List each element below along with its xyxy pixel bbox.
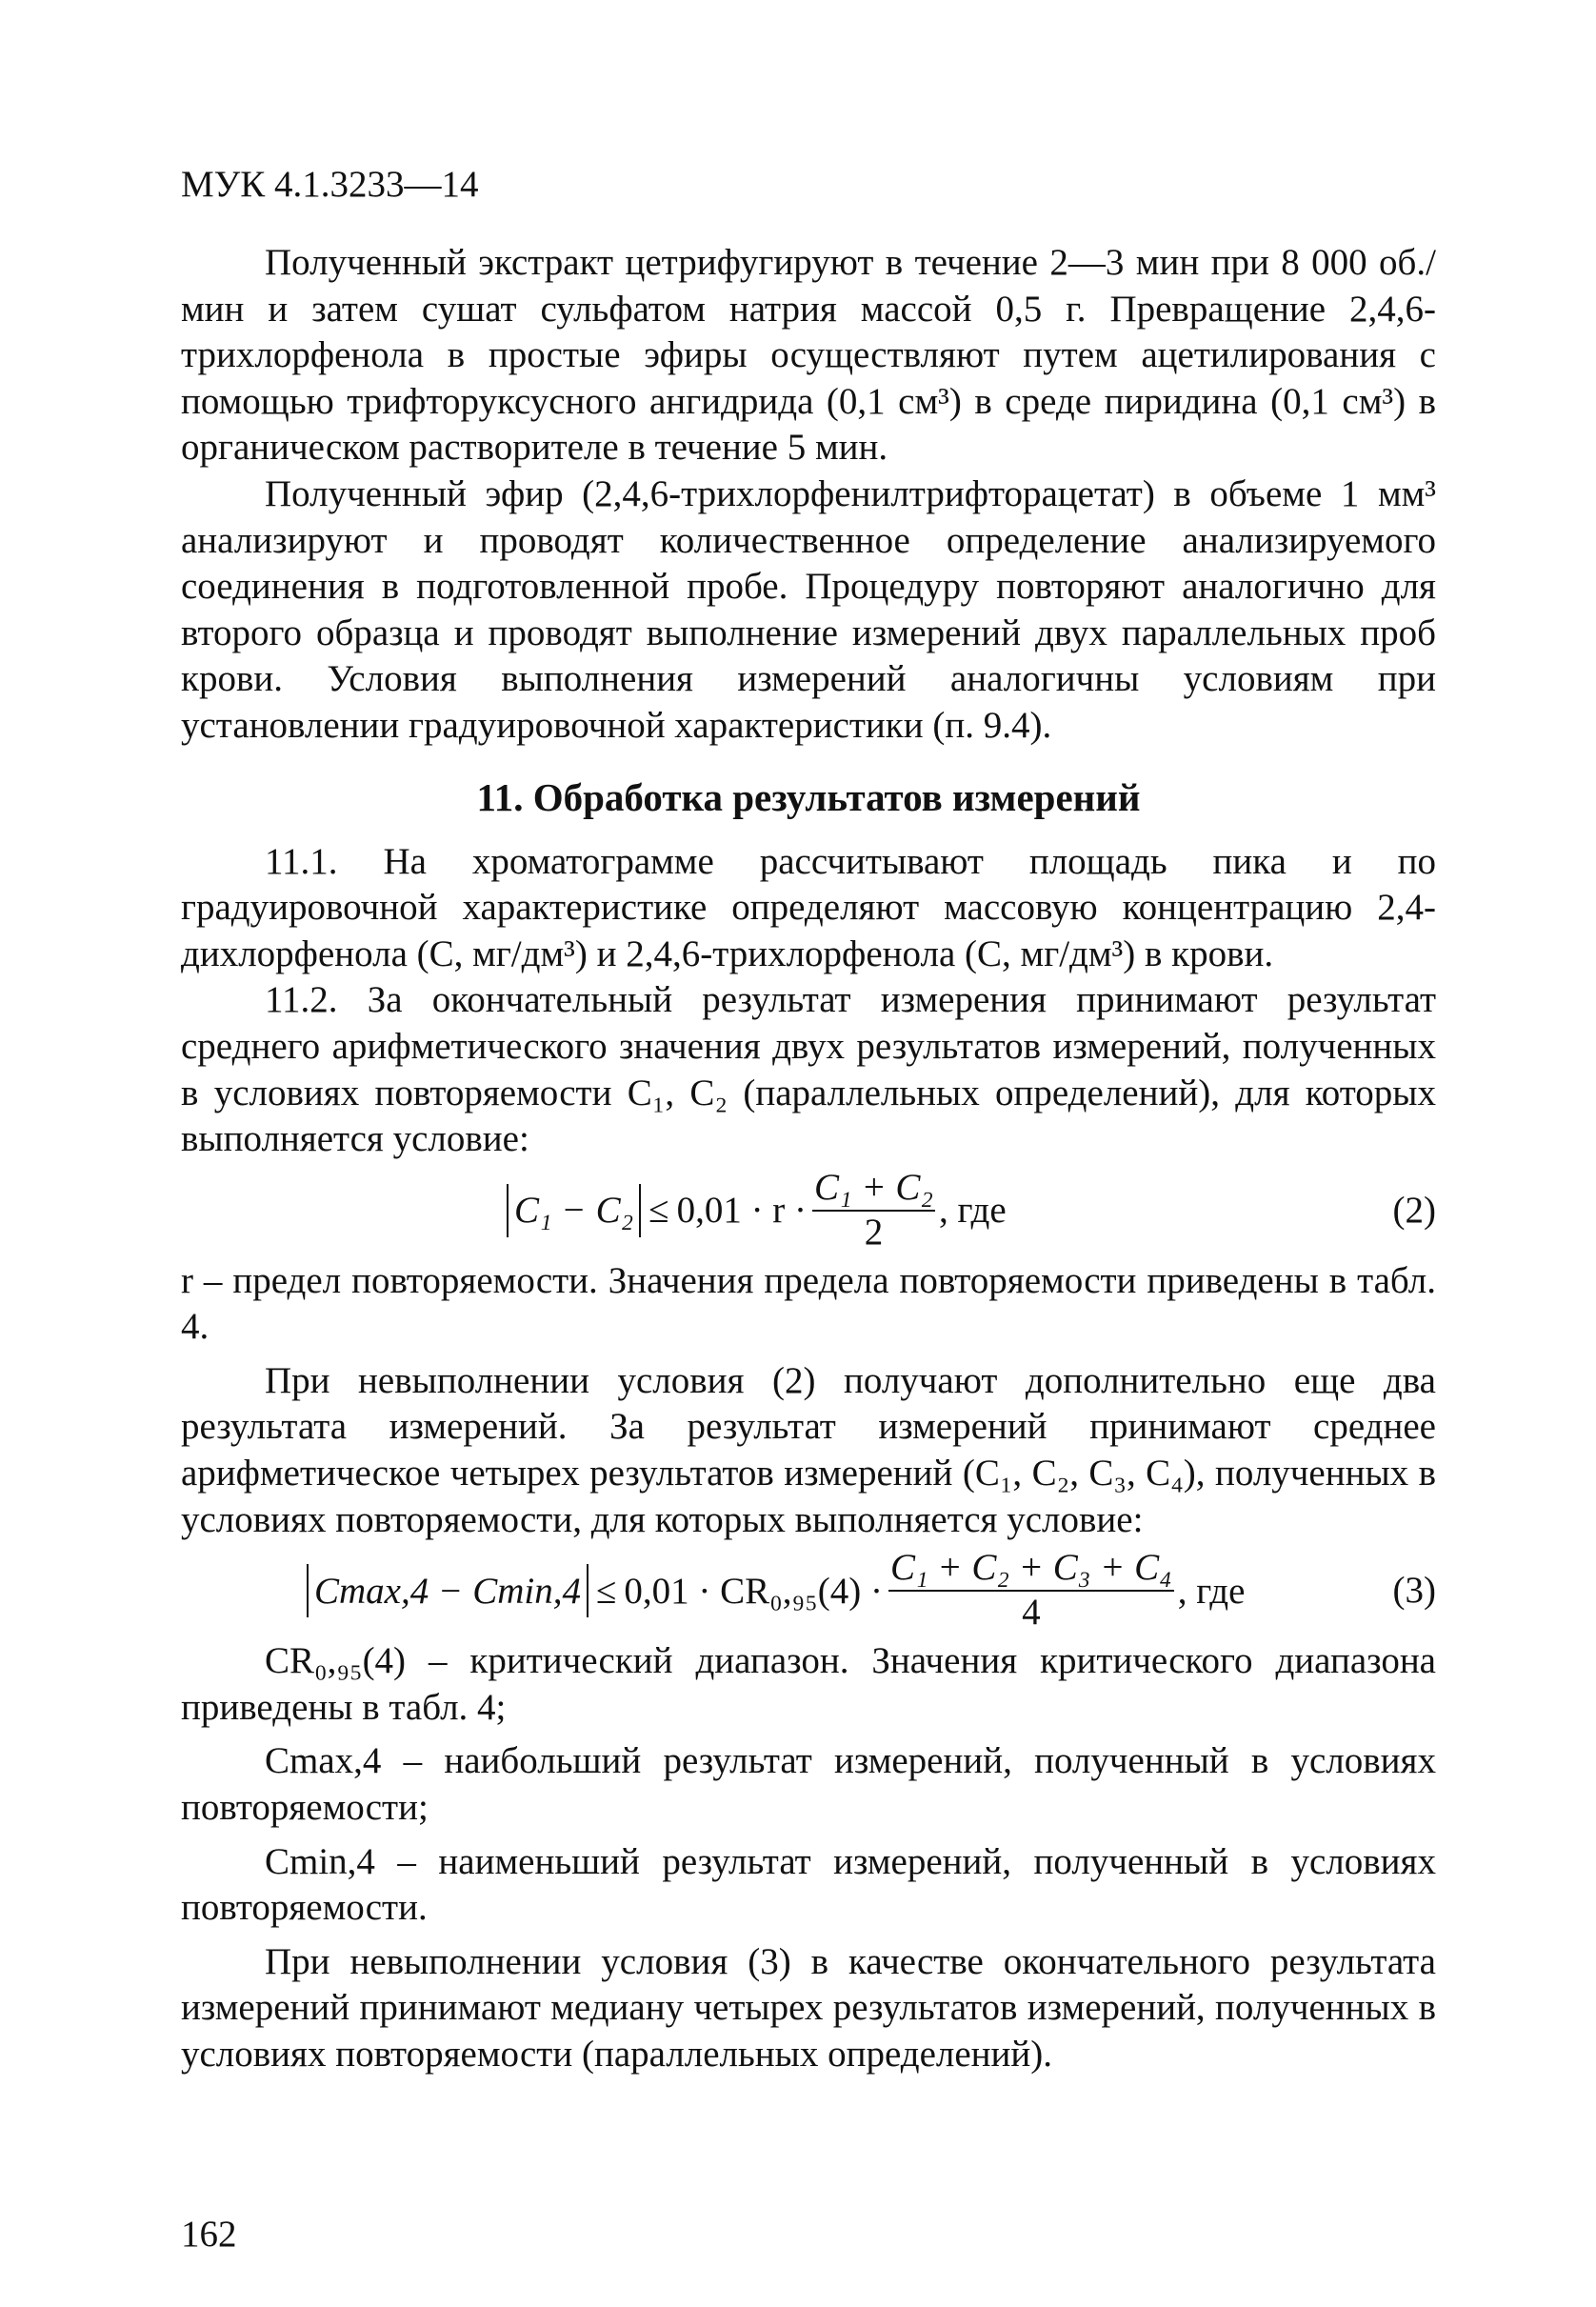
formula2-fraction [812,1168,935,1254]
formula2-numerator: C₁ + C₂ [814,1166,933,1208]
formula3-denominator: 4 [1022,1592,1041,1634]
formula3-number: (3) [1392,1570,1436,1612]
formula2-c1: C₁ [514,1190,552,1232]
paragraph-11-1: 11.1. На хроматограмме рассчитывают площадь пика и по градуировочной характеристике определяют массовую концентрацию 2,4-дихлорфенола (С, мг/дм³) и 2,4,6-трихлорфенола (С, мг/дм³) в крови. [181,840,1436,974]
abs-bar-left [307,1564,309,1617]
formula3-le: ≤ [596,1570,617,1612]
formula3-fraction [888,1548,1174,1634]
formula3-coefficient: 0,01 · CR₀,₉₅(4) · [624,1570,883,1612]
formula2-le: ≤ [648,1190,669,1232]
paragraph-cmin-definition: Cmin,4 – наименьший результат измерений, полученный в условиях повторяемости. [181,1840,1436,1929]
paragraph-median-rule: При невыполнении условия (3) в качестве окончательного результата измерений принимают медиану четырех результатов измерений, полученных в условиях повторяемости (параллельных определений). [181,1940,1436,2075]
formula-3 [181,1543,1436,1638]
formula3-numerator: C₁ + C₂ + C₃ + C₄ [889,1547,1172,1589]
paragraph-ether-analysis: Полученный эфир (2,4,6-трихлорфенилтрифторацетат) в объеме 1 мм³ анализируют и проводят количественное определение анализируемого соединения в подготовленной пробе. Процедуру повторяют аналогично для второго образца и проводят выполнение измерений двух параллельных проб крови. Условия выполнения измерений аналогичны условиям при установлении градуировочной характеристики (п. 9.4). [181,472,1436,746]
paragraph-cmax-definition: Cmax,4 – наибольший результат измерений, полученный в условиях повторяемости; [181,1740,1436,1829]
paragraph-extract-centrifuge: Полученный экстракт цетрифугируют в течение 2—3 мин при 8 000 об./мин и затем сушат сульфатом натрия массой 0,5 г. Превращение 2,4,6-трихлорфенола в простые эфиры осуществляют путем ацетилирования с помощью трифторуксусного ангидрида (0,1 см³) в среде пиридина (0,1 см³) в органическом растворителе в течение 5 мин. [181,242,1436,469]
formula2-minus: − [563,1190,585,1232]
paragraph-r-definition: r – предел повторяемости. Значения предела повторяемости приведены в табл. 4. [181,1259,1436,1348]
page-number: 162 [181,2214,237,2255]
abs-bar-left [507,1184,509,1237]
document-code-header: МУК 4.1.3233—14 [181,164,479,205]
paragraph-11-2: 11.2. За окончательный результат измерения принимают результат среднего арифметического значения двух результатов измерений, полученных в условиях повторяемости C₁, C₂ (параллельных определений), для которых выполняется условие: [181,979,1436,1160]
abs-bar-right [639,1184,641,1237]
formula-2 [181,1163,1436,1258]
formula2-denominator: 2 [864,1211,884,1253]
formula2-suffix: , где [939,1190,1007,1232]
formula3-suffix: , где [1177,1570,1246,1612]
formula2-coefficient: 0,01 · r · [676,1190,808,1232]
page-content [181,162,1436,2078]
formula2-number: (2) [1392,1189,1436,1231]
formula2-c2: C₂ [595,1190,634,1232]
section-title: 11. Обработка результатов измерений [476,774,1141,819]
formula3-cmax: Cmax,4 [314,1570,429,1612]
paragraph-condition-2-fail: При невыполнении условия (2) получают дополнительно еще два результата измерений. За результат измерений принимают среднее арифметическое четырех результатов измерений (C₁, C₂, C₃, C₄), полученных в условиях повторяемости, для которых выполняется условие: [181,1359,1436,1540]
formula3-minus: − [440,1570,462,1612]
abs-bar-right [587,1564,589,1617]
formula3-cmin: Cmin,4 [472,1570,582,1612]
paragraph-cr-definition: CR₀,₉₅(4) – критический диапазон. Значения критического диапазона приведены в табл. 4; [181,1640,1436,1728]
